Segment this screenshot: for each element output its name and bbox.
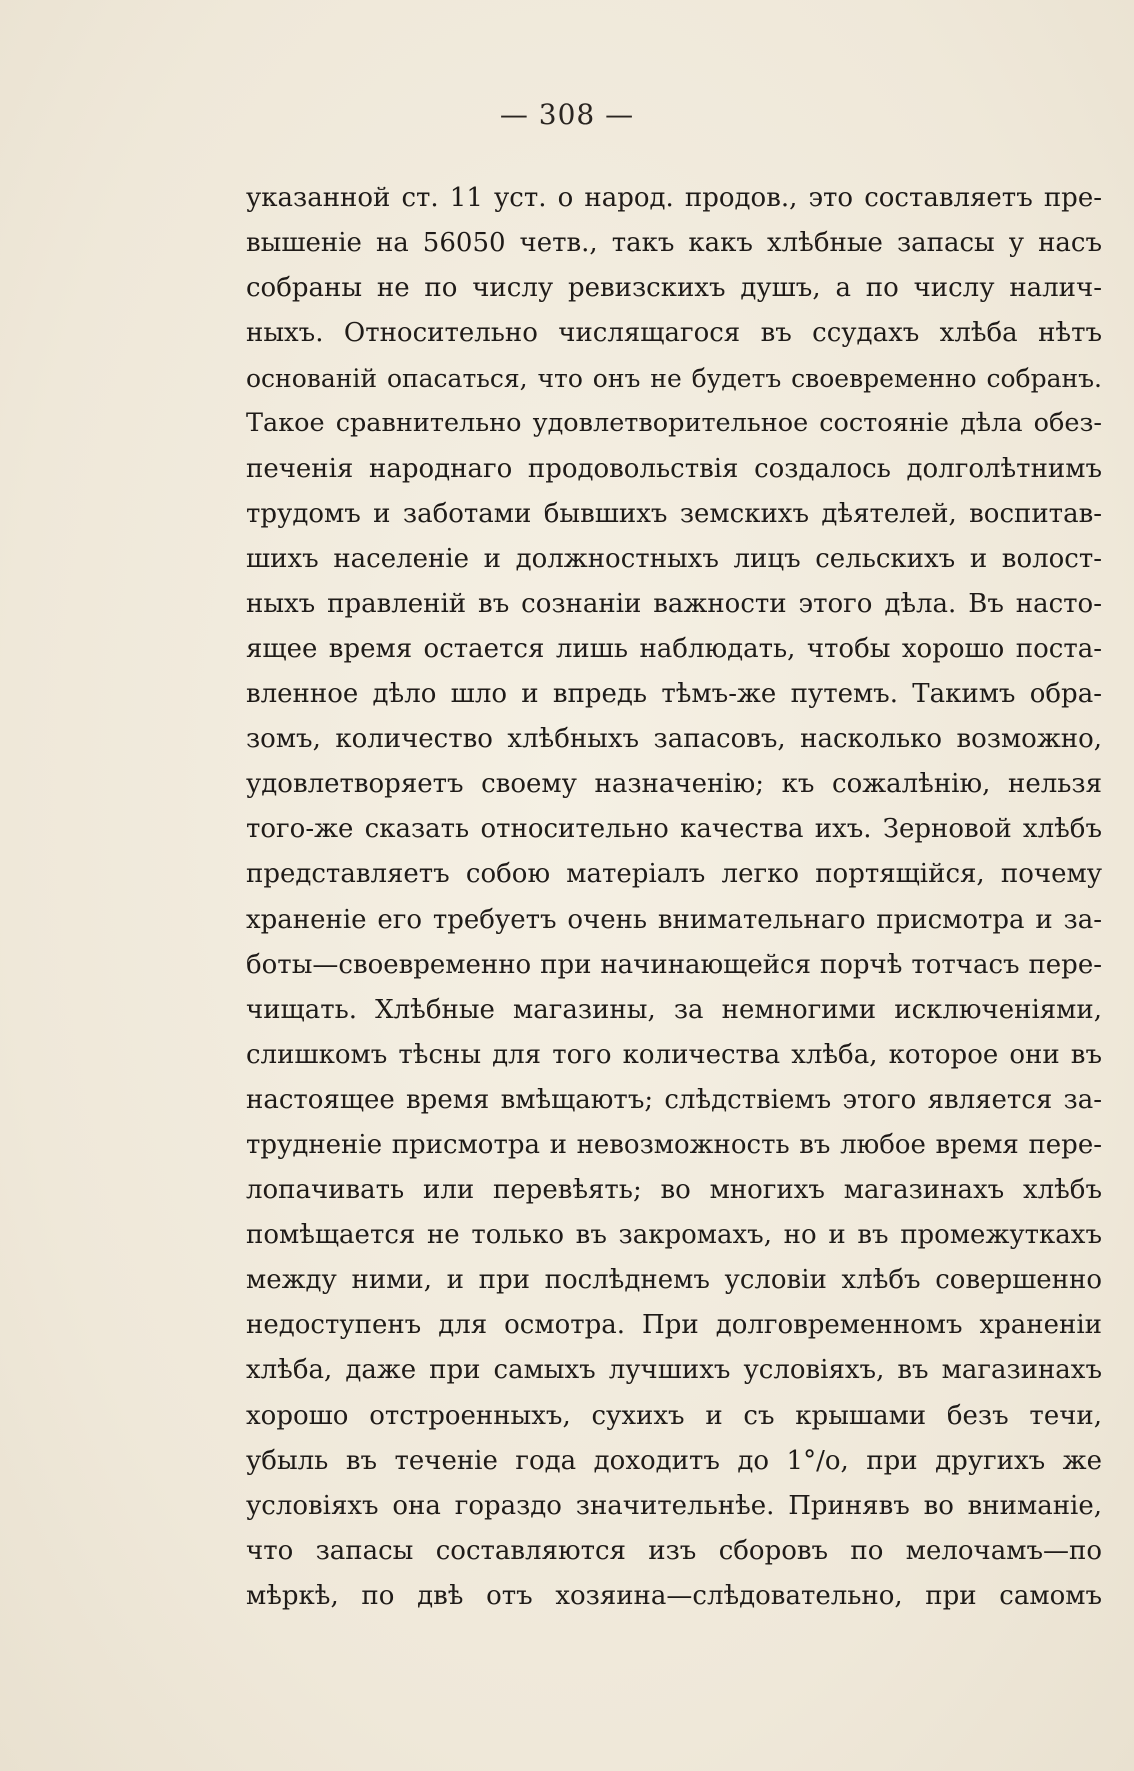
text-line: Такое сравнительно удовлетворительное состояніе дѣла обез- xyxy=(246,408,1102,439)
text-line: чищать. Хлѣбные магазины, за немногими исключеніями, xyxy=(246,994,1102,1025)
text-line: ящее время остается лишь наблюдать, чтобы хорошо поста- xyxy=(246,633,1102,664)
text-line: представляетъ собою матеріалъ легко портящійся, почему xyxy=(246,859,1102,890)
text-line: недоступенъ для осмотра. При долговременномъ храненіи xyxy=(246,1310,1102,1341)
text-line: трудненіе присмотра и невозможность въ любое время пере- xyxy=(246,1129,1102,1160)
text-line: храненіе его требуетъ очень внимательнаго присмотра и за- xyxy=(246,904,1102,935)
text-line: настоящее время вмѣщаютъ; слѣдствіемъ этого является за- xyxy=(246,1084,1102,1115)
text-line: удовлетворяетъ своему назначенію; къ сожалѣнію, нельзя xyxy=(246,769,1102,800)
text-line: вышеніе на 56050 четв., такъ какъ хлѣбные запасы у насъ xyxy=(246,228,1102,259)
text-line: условіяхъ она гораздо значительнѣе. Принявъ во вниманіе, xyxy=(246,1490,1102,1521)
text-line: хорошо отстроенныхъ, сухихъ и съ крышами безъ течи, xyxy=(246,1400,1102,1431)
text-line: трудомъ и заботами бывшихъ земскихъ дѣятелей, воспитав- xyxy=(246,498,1102,529)
text-line: что запасы составляются изъ сборовъ по мелочамъ—по xyxy=(246,1535,1102,1566)
page-number: — 308 — xyxy=(499,98,635,131)
text-line: того-же сказать относительно качества ихъ. Зерновой хлѣбъ xyxy=(246,814,1102,845)
text-line: мѣркѣ, по двѣ отъ хозяина—слѣдовательно, при самомъ xyxy=(246,1580,1102,1611)
text-line: хлѣба, даже при самыхъ лучшихъ условіяхъ, въ магазинахъ xyxy=(246,1355,1102,1386)
text-line: боты—своевременно при начинающейся порчѣ тотчасъ пере- xyxy=(246,949,1102,980)
text-line: между ними, и при послѣднемъ условіи хлѣбъ совершенно xyxy=(246,1265,1102,1296)
text-line: убыль въ теченіе года доходитъ до 1°/o, при другихъ же xyxy=(246,1445,1102,1476)
text-line: помѣщается не только въ закромахъ, но и въ промежуткахъ xyxy=(246,1220,1102,1251)
text-line: вленное дѣло шло и впредь тѣмъ-же путемъ. Такимъ обра- xyxy=(246,679,1102,710)
text-line: слишкомъ тѣсны для того количества хлѣба, которое они въ xyxy=(246,1039,1102,1070)
text-line: зомъ, количество хлѣбныхъ запасовъ, насколько возможно, xyxy=(246,724,1102,755)
text-line: лопачивать или перевѣять; во многихъ магазинахъ хлѣбъ xyxy=(246,1175,1102,1206)
text-line: печенія народнаго продовольствія создалось долголѣтнимъ xyxy=(246,453,1102,484)
text-line: шихъ населеніе и должностныхъ лицъ сельскихъ и волост- xyxy=(246,543,1102,574)
text-line: ныхъ. Относительно числящагося въ ссудахъ хлѣба нѣтъ xyxy=(246,318,1102,349)
text-line: указанной ст. 11 уст. о народ. продов., это составляетъ пре- xyxy=(246,183,1102,213)
body-text xyxy=(246,176,1102,1619)
text-line: ныхъ правленій въ сознаніи важности этого дѣла. Въ насто- xyxy=(246,588,1102,619)
text-line: собраны не по числу ревизскихъ душъ, а по числу налич- xyxy=(246,273,1102,304)
text-line: основаній опасаться, что онъ не будетъ своевременно собранъ. xyxy=(246,364,1102,394)
